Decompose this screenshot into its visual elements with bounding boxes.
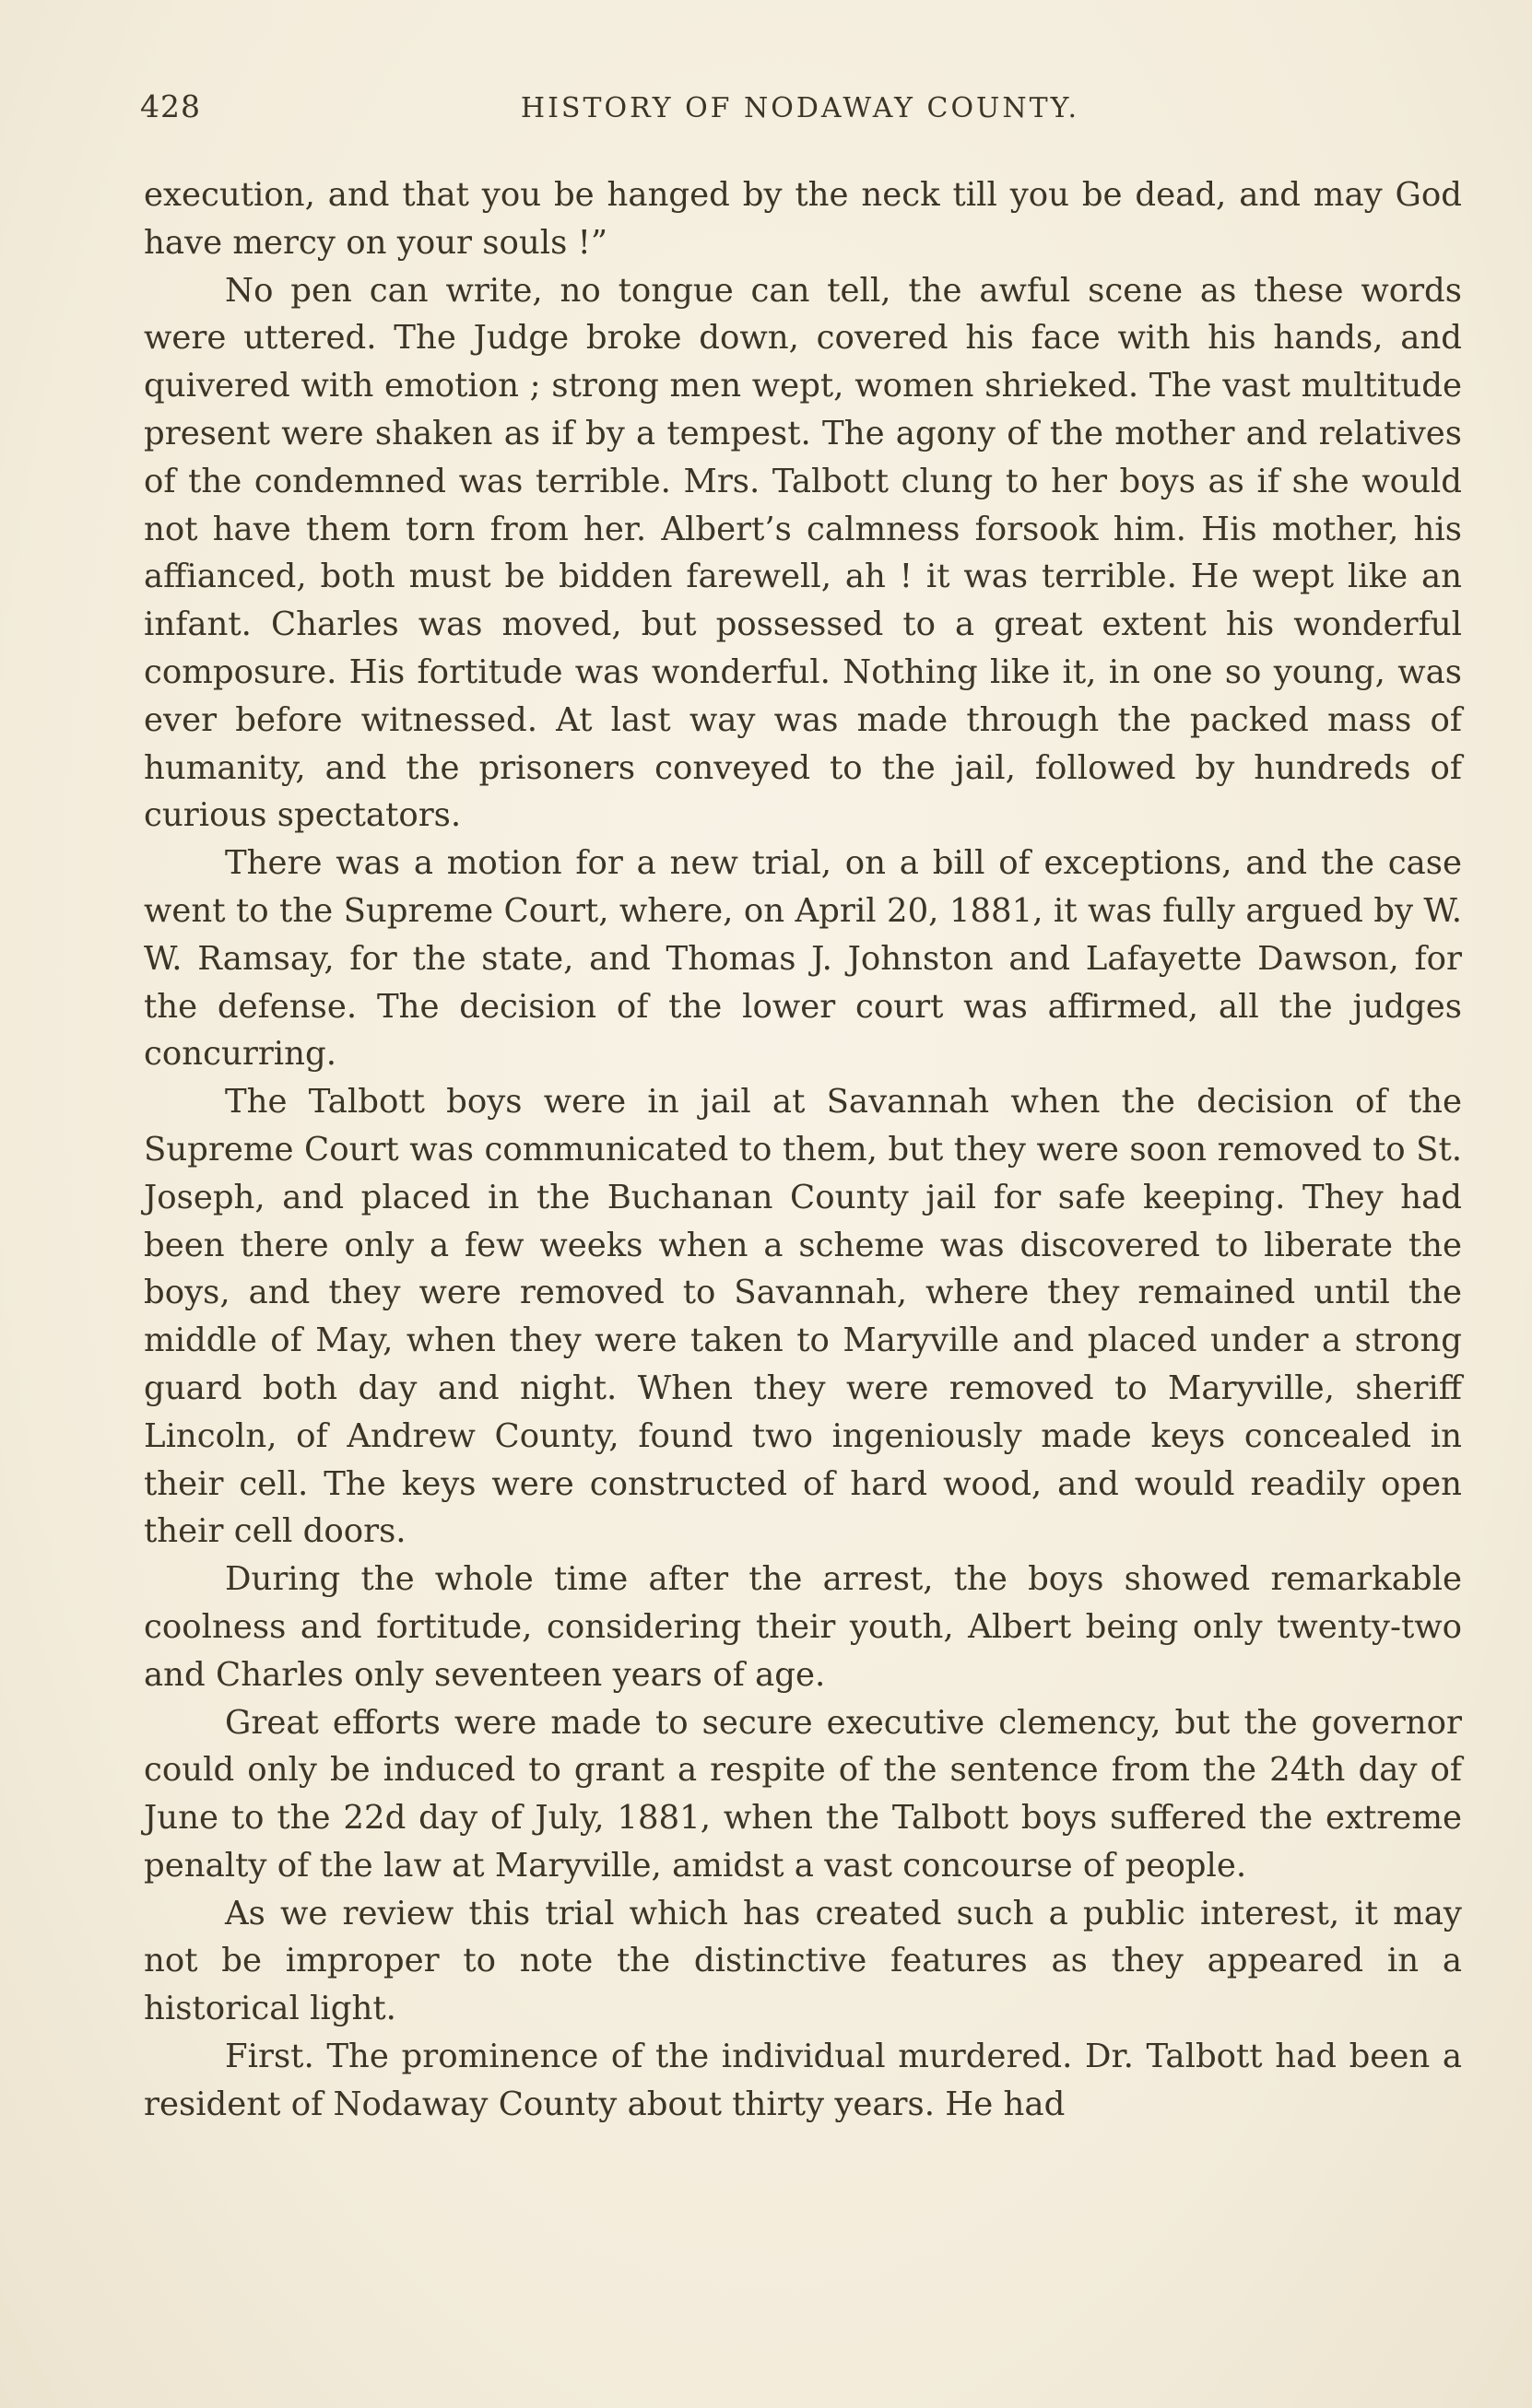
paragraph: There was a motion for a new trial, on a bill of exceptions, and the case went to the Supreme Court, where, on April 20, 1881, it was fully argued by W. W. Ramsay, for the state, and Thomas J. Johnston and Lafayette Dawson, for the defense. The decision of the lower court was affirmed, all the judges concurring. — [144, 844, 1462, 1074]
page-header — [140, 88, 1460, 135]
body-text — [144, 171, 1462, 2129]
running-title: HISTORY OF NODAWAY COUNTY. — [520, 92, 1080, 124]
paragraph: No pen can write, no tongue can tell, the awful scene as these words were uttered. The Judge broke down, covered his face with his hands, and quivered with emotion ; strong men wept, women shrieked. The vast multitude present were shaken as if by a tempest. The agony of the mother and relatives of the condemned was terrible. Mrs. Talbott clung to her boys as if she would not have them torn from her. Albert’s calmness forsook him. His mother, his affianced, both must be bidden farewell, ah ! it was terrible. He wept like an infant. Charles was moved, but possessed to a great extent his wonderful composure. His fortitude was wonderful. Nothing like it, in one so young, was ever before witnessed. At last way was made through the packed mass of humanity, and the prisoners conveyed to the jail, followed by hundreds of curious spectators. — [144, 271, 1462, 835]
paragraph: The Talbott boys were in jail at Savannah when the decision of the Supreme Court was communicated to them, but they were soon removed to St. Joseph, and placed in the Buchanan County jail for safe keeping. They had been there only a few weeks when a scheme was discovered to liberate the boys, and they were removed to Savannah, where they remained until the middle of May, when they were taken to Maryville and placed under a strong guard both day and night. When they were removed to Maryville, sheriff Lincoln, of Andrew County, found two ingeniously made keys concealed in their cell. The keys were constructed of hard wood, and would readily open their cell doors. — [144, 1083, 1462, 1551]
page-number: 428 — [140, 88, 201, 124]
paragraph-continued: execution, and that you be hanged by the neck till you be dead, and may God have mercy on your souls !” — [144, 176, 1462, 262]
paragraph: During the whole time after the arrest, the boys showed remarkable coolness and fortitude, considering their youth, Albert being only twenty-two and Charles only seventeen years of age. — [144, 1560, 1462, 1694]
paragraph: As we review this trial which has created such a public interest, it may not be improper to note the distinctive features as they appeared in a historical light. — [144, 1894, 1462, 2028]
paragraph: First. The prominence of the individual murdered. Dr. Talbott had been a resident of Nodaway County about thirty years. He had — [144, 2038, 1462, 2123]
paragraph: Great efforts were made to secure executive clemency, but the governor could only be induced to grant a respite of the sentence from the 24th day of June to the 22d day of July, 1881, when the Talbott boys suffered the extreme penalty of the law at Maryville, amidst a vast concourse of people. — [144, 1703, 1462, 1885]
